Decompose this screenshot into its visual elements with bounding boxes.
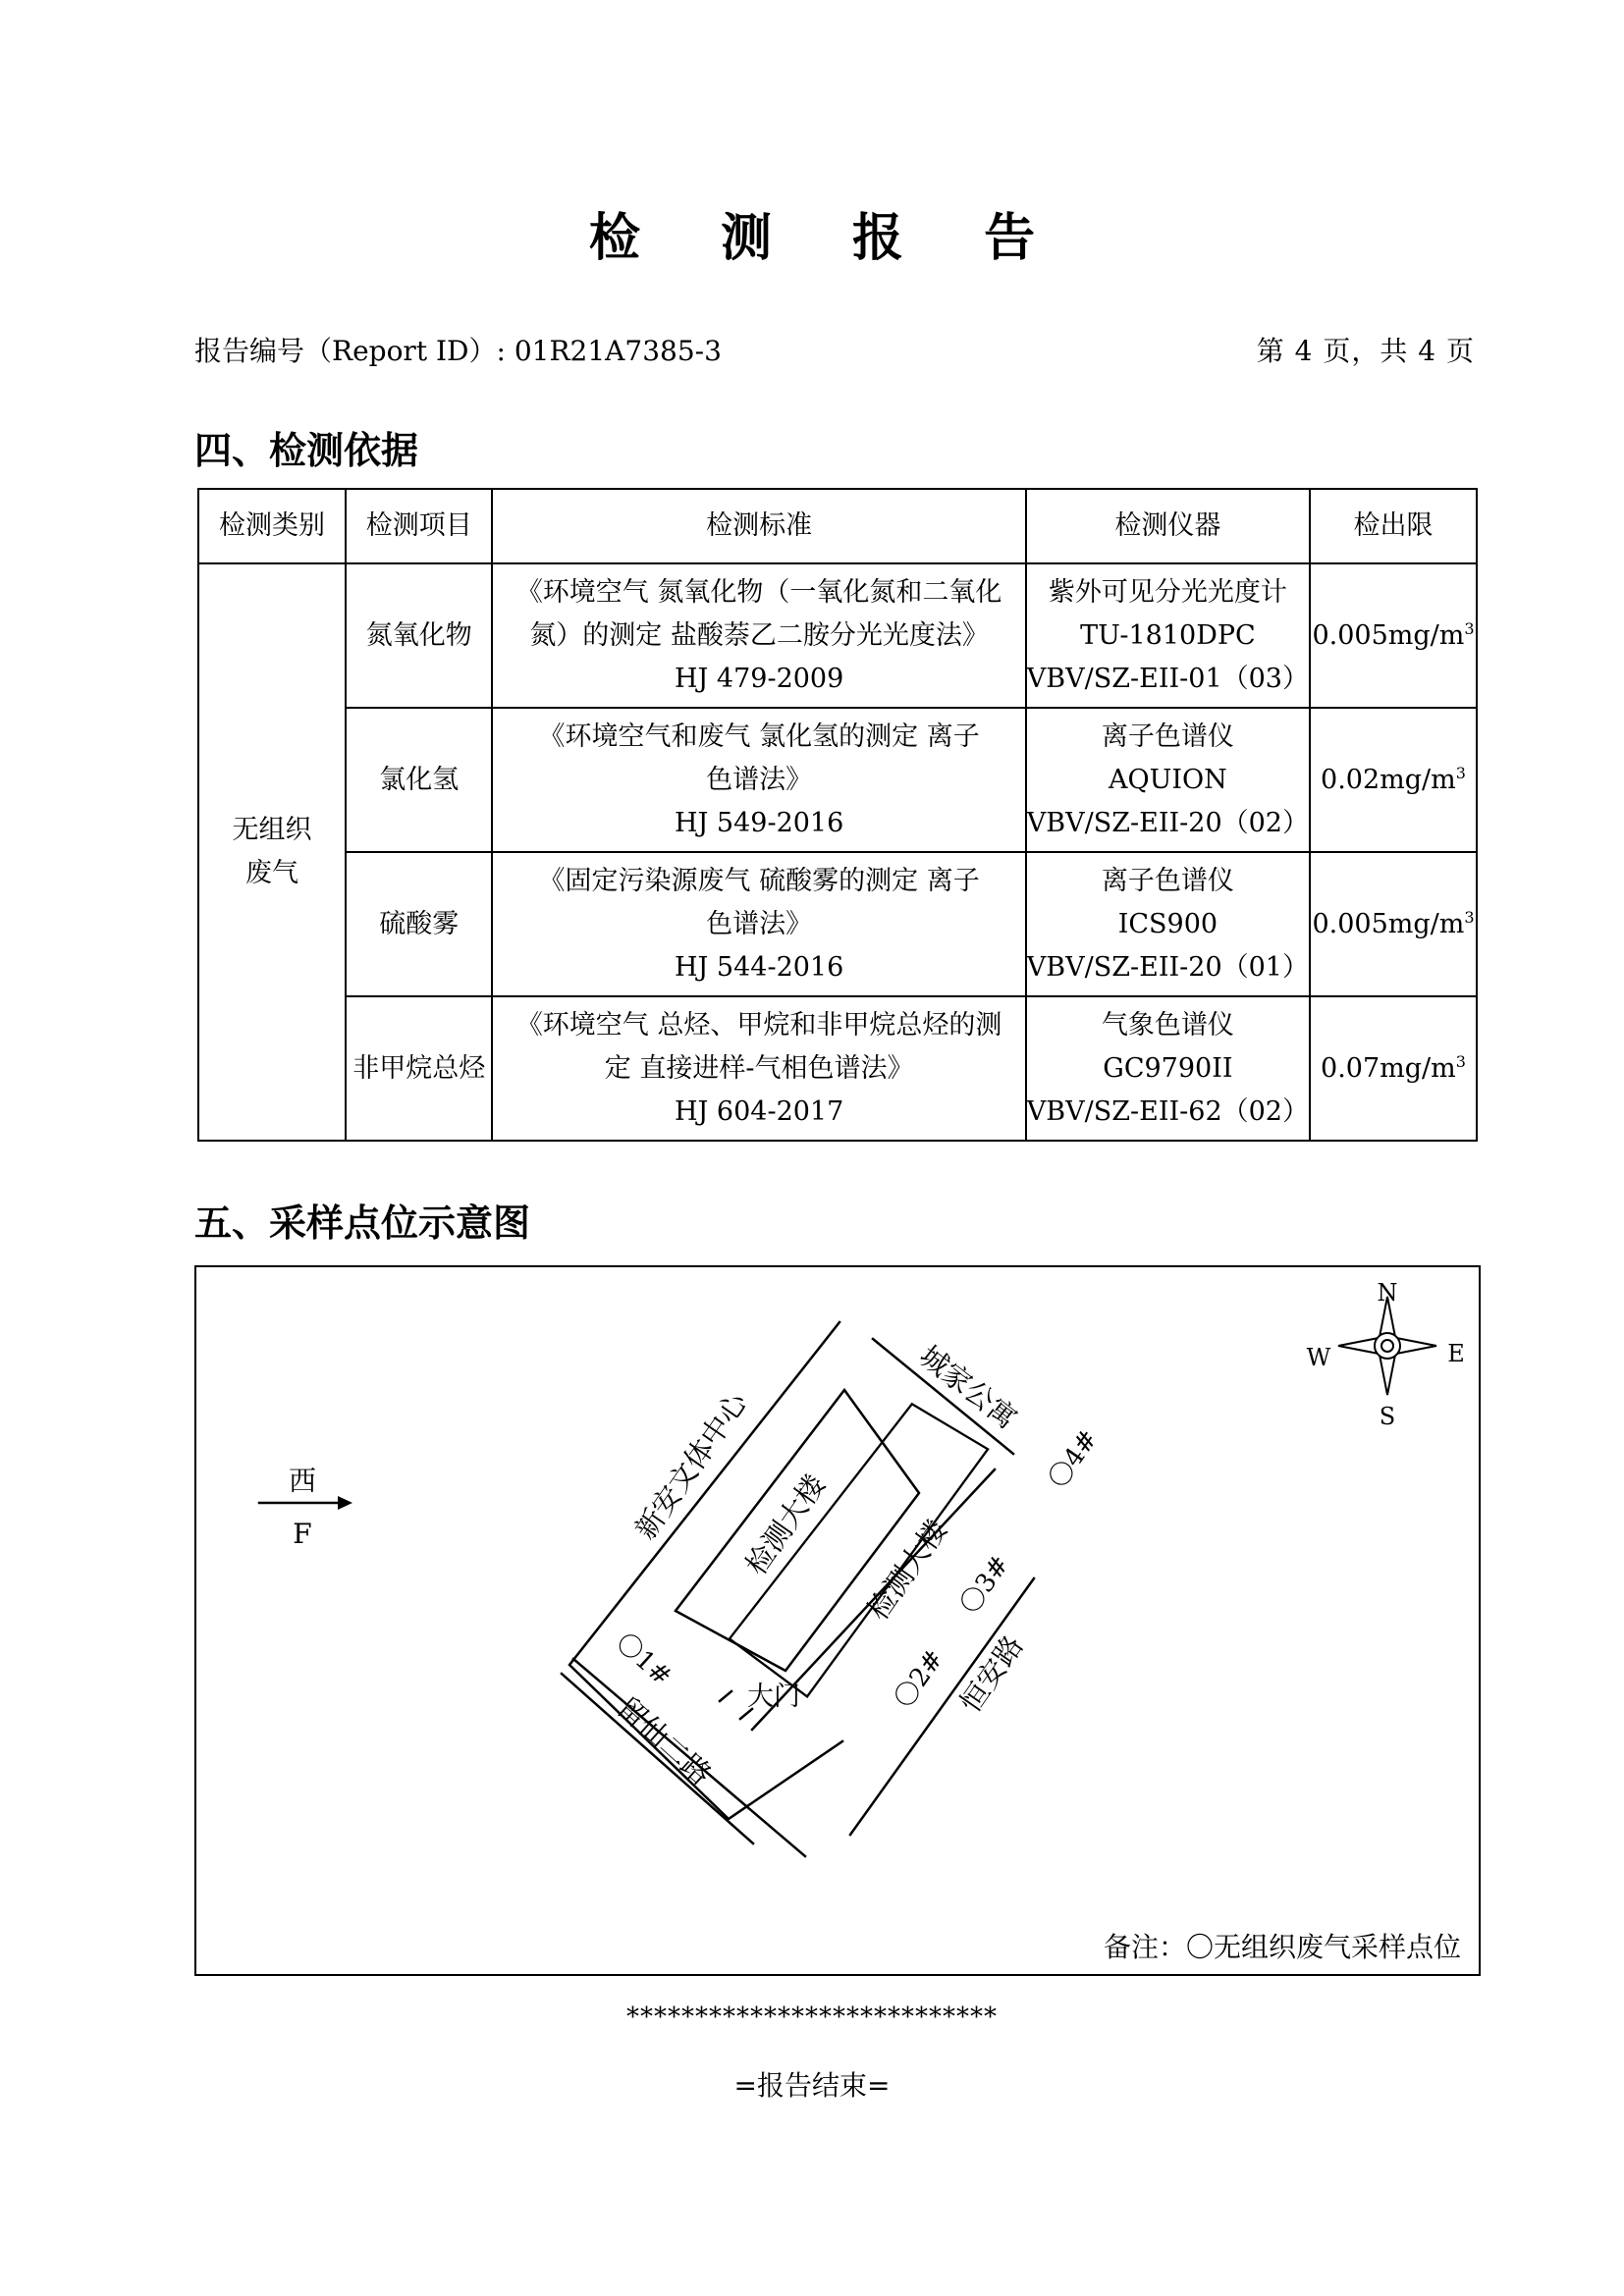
map-drawing (196, 1267, 1483, 1978)
report-id: 报告编号（Report ID）: 01R21A7385-3 (194, 335, 722, 367)
col-header-instrument: 检测仪器 (1026, 489, 1310, 563)
apartment-label: 城家公寓 (912, 1339, 1024, 1436)
limit-cell: $0.02mg/m^3$ (1310, 708, 1477, 852)
road-line-liuxian-upper (562, 1674, 753, 1843)
item-cell: 非甲烷总烃 (346, 996, 492, 1141)
limit-cell: $0.005mg/m^3$ (1310, 852, 1477, 996)
compass-w: W (1306, 1344, 1331, 1371)
table-row (198, 852, 1477, 996)
table-row (198, 563, 1477, 708)
instrument-cell: 离子色谱仪 ICS900 VBV/SZ-EII-20（01） (1026, 852, 1310, 996)
road-liuxian-label: 留仙二路 (611, 1690, 719, 1792)
sampling-point-map (194, 1265, 1481, 1976)
table-row (198, 996, 1477, 1141)
instrument-cell: 离子色谱仪 AQUION VBV/SZ-EII-20（02） (1026, 708, 1310, 852)
item-cell: 硫酸雾 (346, 852, 492, 996)
compass-icon (1338, 1297, 1436, 1395)
gate-label: 大门 (747, 1682, 800, 1712)
west-arrow-head (338, 1496, 352, 1510)
sampling-point-4: 〇4# (1043, 1424, 1105, 1494)
table-header-row (198, 489, 1477, 563)
gate-tick-1 (720, 1691, 731, 1701)
section-4-heading: 四、检测依据 (194, 429, 419, 472)
sampling-point-1: 〇1# (610, 1628, 677, 1692)
item-cell: 氯化氢 (346, 708, 492, 852)
standard-cell: 《环境空气 总烃、甲烷和非甲烷总烃的测 定 直接进样-气相色谱法》 HJ 604-2017 (492, 996, 1025, 1141)
sampling-point-3: 〇3# (954, 1550, 1016, 1620)
west-label: 西 (288, 1465, 317, 1497)
road-hengan-label: 恒安路 (952, 1629, 1030, 1719)
instrument-cell: 紫外可见分光光度计 TU-1810DPC VBV/SZ-EII-01（03） (1026, 563, 1310, 708)
standard-cell: 《环境空气 氮氧化物（一氧化氮和二氧化 氮）的测定 盐酸萘乙二胺分光光度法》 HJ 479-2009 (492, 563, 1025, 708)
end-stars: *************************** (626, 2002, 998, 2032)
center-label: 新安文体中心 (627, 1386, 754, 1546)
instrument-cell: 气象色谱仪 GC9790II VBV/SZ-EII-62（02） (1026, 996, 1310, 1141)
building-1-label: 检测大楼 (738, 1468, 833, 1581)
category-cell: 无组织 废气 (198, 563, 346, 1141)
limit-cell: $0.005mg/m^3$ (1310, 563, 1477, 708)
standard-cell: 《固定污染源废气 硫酸雾的测定 离子 色谱法》 HJ 544-2016 (492, 852, 1025, 996)
page-info: 第 4 页，共 4 页 (1256, 335, 1475, 367)
section-5-heading: 五、采样点位示意图 (194, 1201, 531, 1245)
map-note: 备注：〇无组织废气采样点位 (1103, 1931, 1461, 1963)
item-cell: 氮氧化物 (346, 563, 492, 708)
col-header-item: 检测项目 (346, 489, 492, 563)
compass-n: N (1377, 1279, 1398, 1307)
f-label: F (293, 1518, 312, 1550)
sampling-point-2: 〇2# (889, 1644, 950, 1714)
building-2-label: 检测大楼 (860, 1513, 954, 1627)
report-end: =报告结束= (733, 2069, 891, 2102)
compass-s: S (1379, 1403, 1396, 1430)
report-title: 检 测 报 告 (588, 208, 1067, 268)
col-header-standard: 检测标准 (492, 489, 1025, 563)
col-header-category: 检测类别 (198, 489, 346, 563)
compass-e: E (1447, 1340, 1465, 1367)
table-row (198, 708, 1477, 852)
limit-cell: $0.07mg/m^3$ (1310, 996, 1477, 1141)
standard-cell: 《环境空气和废气 氯化氢的测定 离子 色谱法》 HJ 549-2016 (492, 708, 1025, 852)
col-header-limit: 检出限 (1310, 489, 1477, 563)
testing-basis-table (197, 488, 1478, 1142)
